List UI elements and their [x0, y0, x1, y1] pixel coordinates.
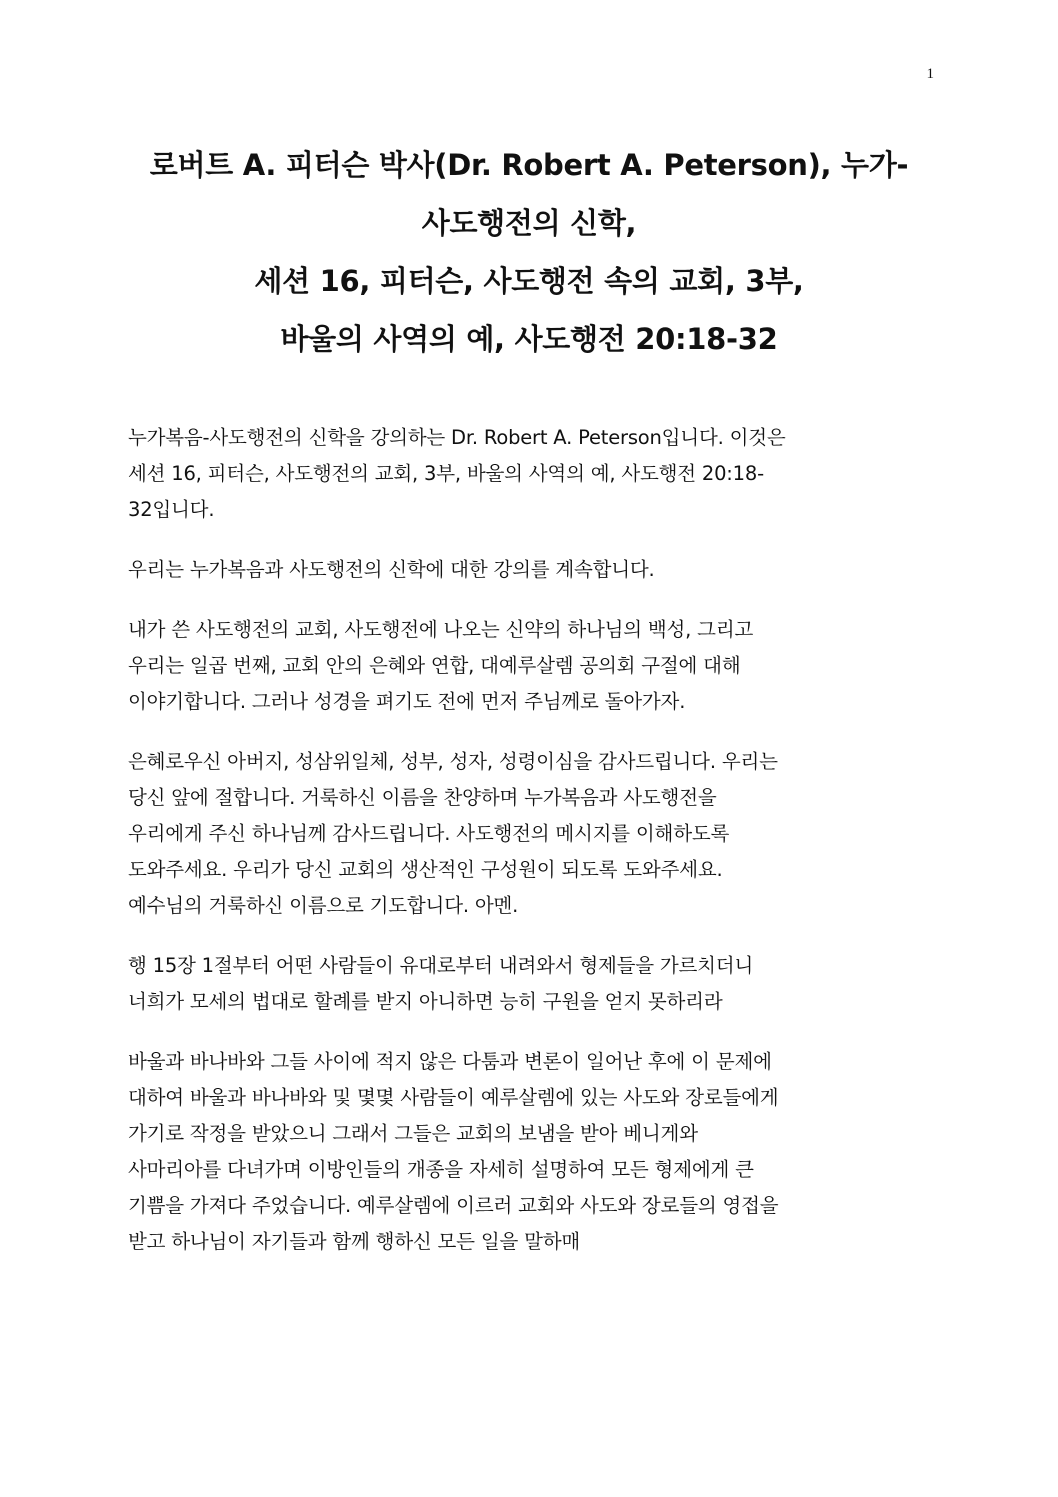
document-body	[128, 420, 928, 1284]
text-line: 32입니다.	[128, 498, 215, 521]
paragraph-intro	[128, 420, 928, 528]
text-line: 받고 하나님이 자기들과 함께 행하신 모든 일을 말하매	[128, 1230, 581, 1253]
text-line: 당신 앞에 절합니다. 거룩하신 이름을 찬양하며 누가복음과 사도행전을	[128, 786, 717, 809]
title-line: 바울의 사역의 예, 사도행전 20:18-32	[280, 322, 778, 356]
text-line: 우리에게 주신 하나님께 감사드립니다. 사도행전의 메시지를 이해하도록	[128, 822, 730, 845]
paragraph-acts-15-1	[128, 948, 928, 1020]
text-line: 누가복음-사도행전의 신학을 강의하는 Dr. Robert A. Peterson입니다. 이것은	[128, 426, 786, 449]
text-line: 가기로 작정을 받았으니 그래서 그들은 교회의 보냄을 받아 베니게와	[128, 1122, 698, 1145]
text-line: 사마리아를 다녀가며 이방인들의 개종을 자세히 설명하여 모든 형제에게 큰	[128, 1158, 754, 1181]
text-line: 은혜로우신 아버지, 성삼위일체, 성부, 성자, 성령이심을 감사드립니다. 우리는	[128, 750, 778, 773]
page-number: 1	[926, 66, 934, 82]
title-line: 세션 16, 피터슨, 사도행전 속의 교회, 3부,	[254, 264, 804, 298]
text-line: 내가 쓴 사도행전의 교회, 사도행전에 나오는 신약의 하나님의 백성, 그리고	[128, 618, 754, 641]
text-line: 기쁨을 가져다 주었습니다. 예루살렘에 이르러 교회와 사도와 장로들의 영접을	[128, 1194, 779, 1217]
paragraph-prayer	[128, 744, 928, 924]
text-line: 도와주세요. 우리가 당신 교회의 생산적인 구성원이 되도록 도와주세요.	[128, 858, 723, 881]
title-line: 로버트 A. 피터슨 박사(Dr. Robert A. Peterson), 누가-	[149, 148, 909, 182]
paragraph-acts-15-2	[128, 1044, 928, 1260]
paragraph-topic	[128, 612, 928, 720]
document-title	[100, 136, 958, 368]
text-line: 이야기합니다. 그러나 성경을 펴기도 전에 먼저 주님께로 돌아가자.	[128, 690, 686, 713]
title-line: 사도행전의 신학,	[421, 206, 637, 240]
paragraph-continue	[128, 552, 928, 588]
text-line: 대하여 바울과 바나바와 및 몇몇 사람들이 예루살렘에 있는 사도와 장로들에게	[128, 1086, 779, 1109]
text-line: 바울과 바나바와 그들 사이에 적지 않은 다툼과 변론이 일어난 후에 이 문제에	[128, 1050, 772, 1073]
text-line: 행 15장 1절부터 어떤 사람들이 유대로부터 내려와서 형제들을 가르치더니	[128, 954, 754, 977]
text-line: 예수님의 거룩하신 이름으로 기도합니다. 아멘.	[128, 894, 519, 917]
text-line: 우리는 누가복음과 사도행전의 신학에 대한 강의를 계속합니다.	[128, 558, 655, 581]
text-line: 세션 16, 피터슨, 사도행전의 교회, 3부, 바울의 사역의 예, 사도행전 20:18-	[128, 462, 764, 485]
text-line: 우리는 일곱 번째, 교회 안의 은혜와 연합, 대예루살렘 공의회 구절에 대해	[128, 654, 741, 677]
text-line: 너희가 모세의 법대로 할례를 받지 아니하면 능히 구원을 얻지 못하리라	[128, 990, 723, 1013]
